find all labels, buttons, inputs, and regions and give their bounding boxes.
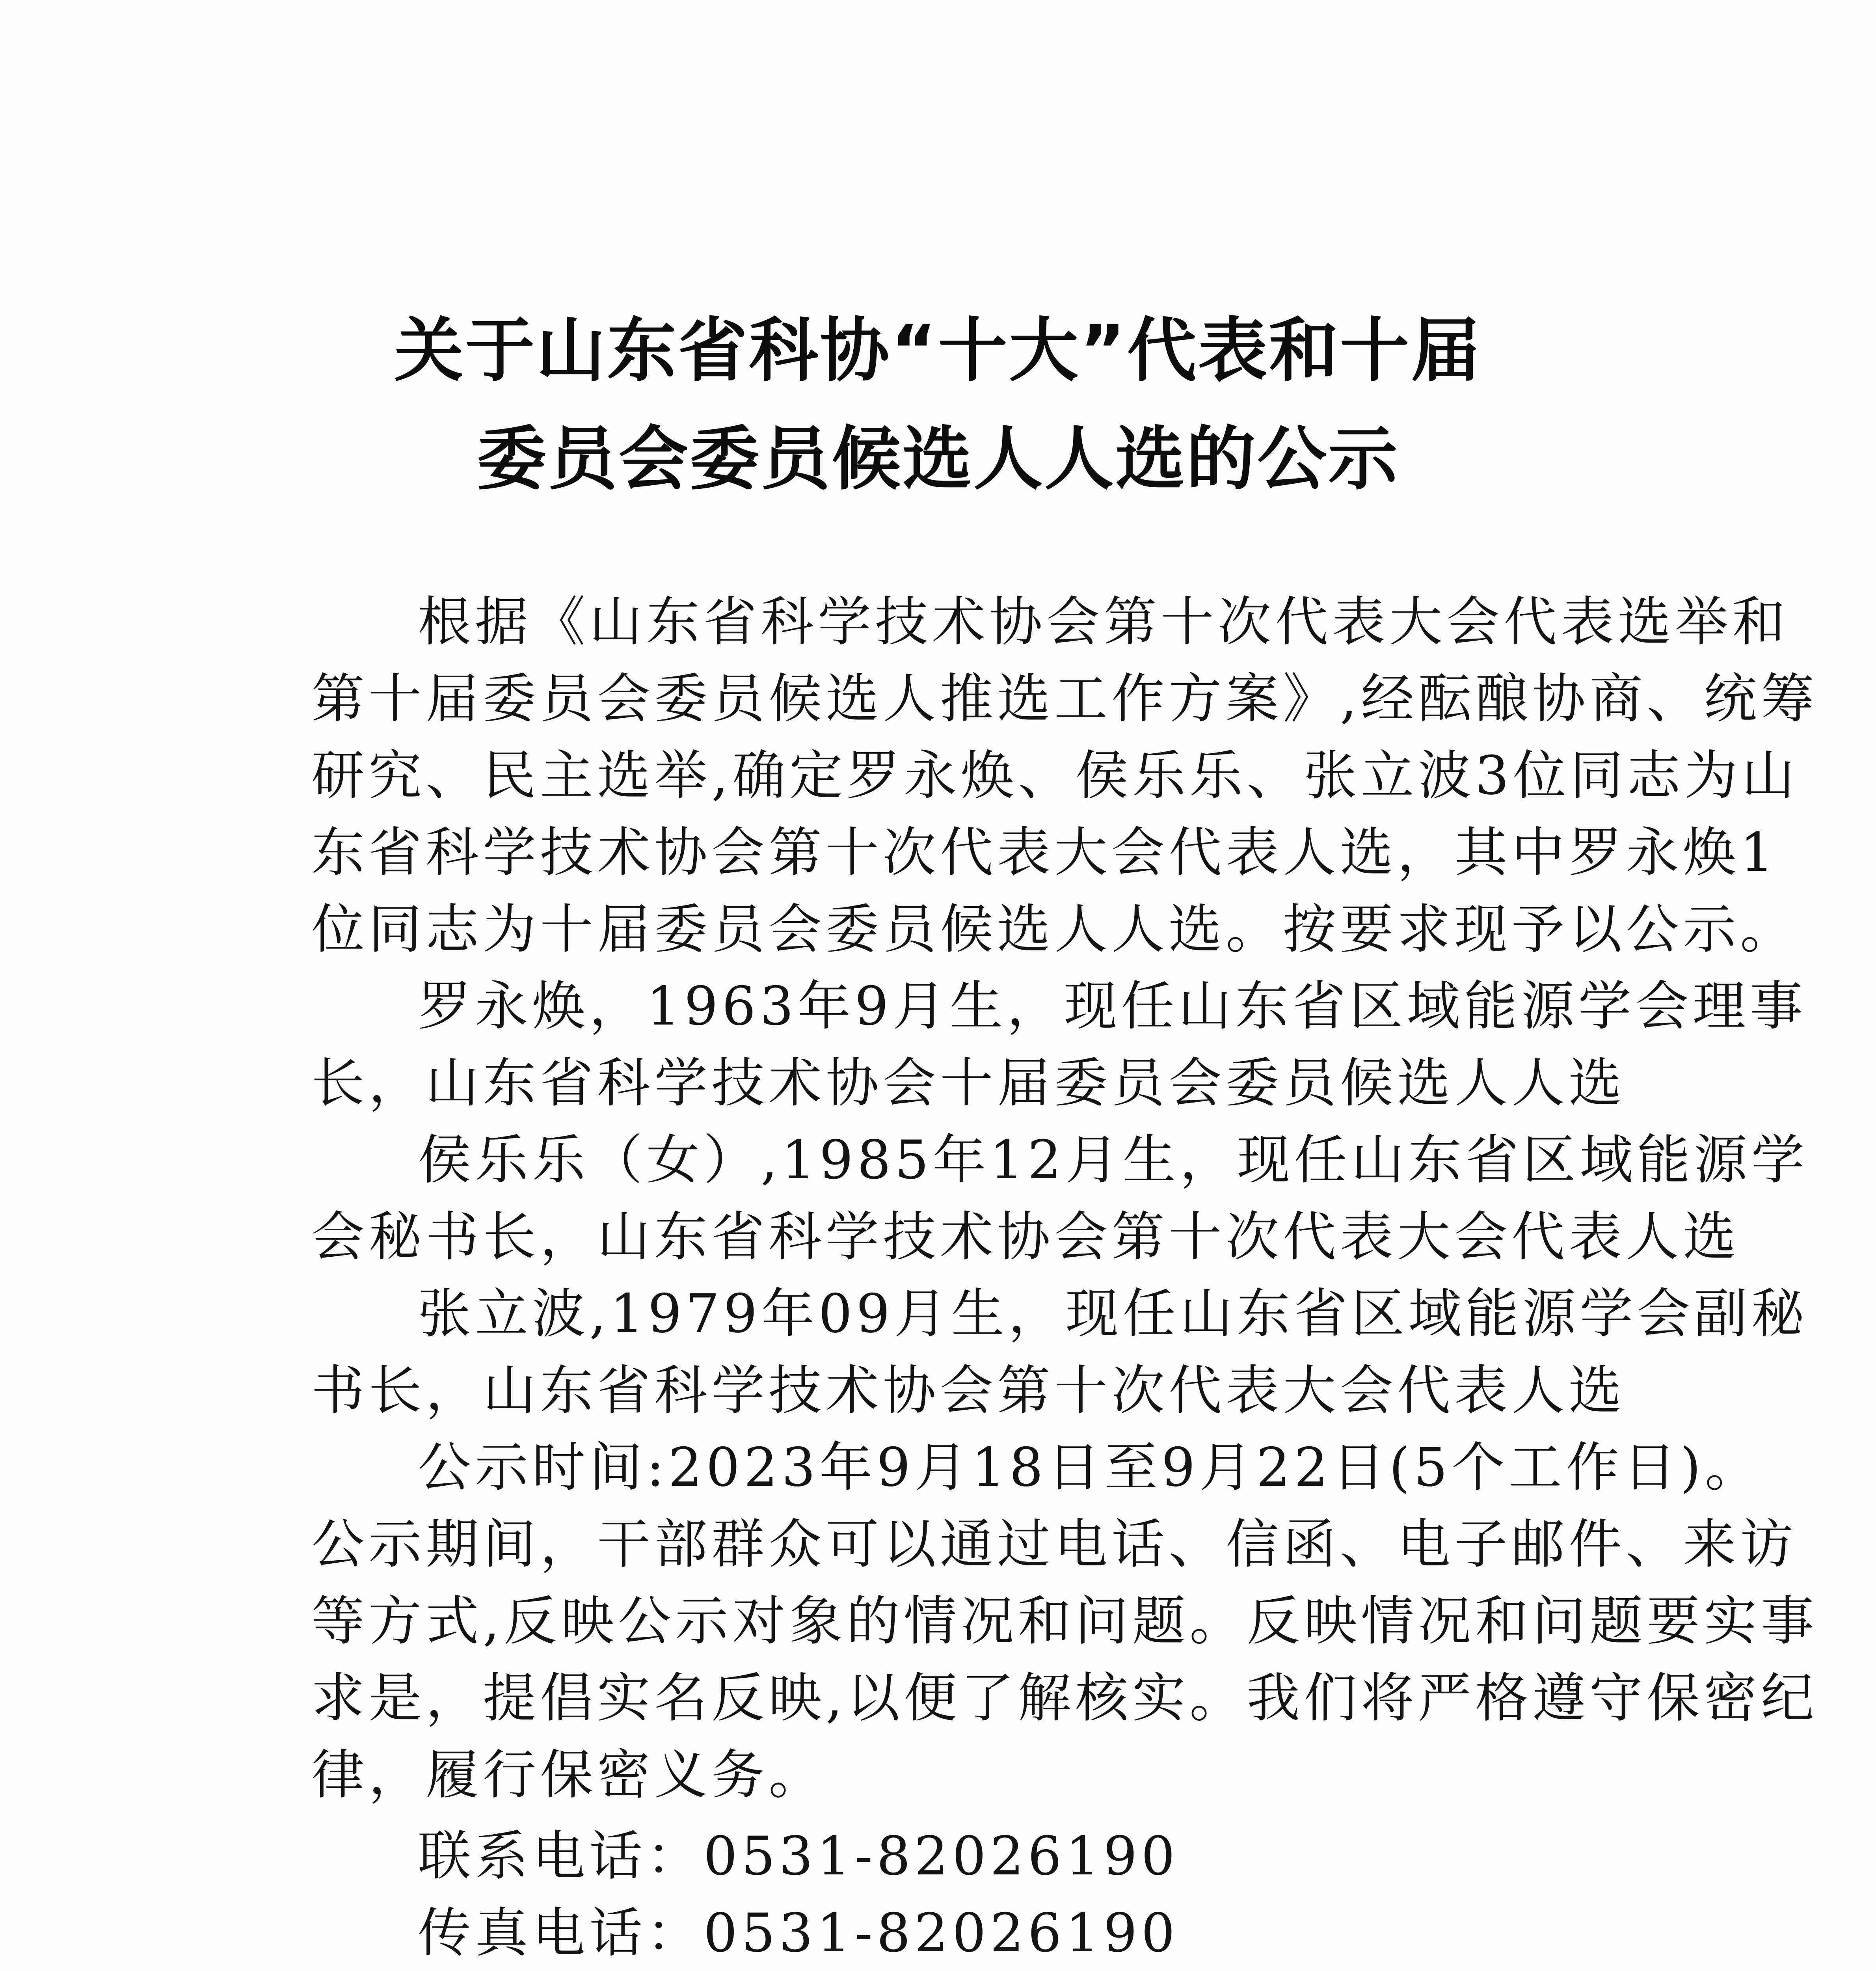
text-line: 长，山东省科学技术协会十届委员会委员候选人人选 [311,1052,1626,1114]
document-title-line-2: 委员会委员候选人人选的公示 [476,419,1399,499]
text-line: 东省科学技术协会第十次代表大会代表人选，其中罗永焕1 [311,822,1778,883]
contact-value: 0531-82026190 [704,1825,1179,1887]
text-line: 等方式,反映公示对象的情况和问题。反映情况和问题要实事 [311,1590,1818,1652]
text-line: 研究、民主选举,确定罗永焕、侯乐乐、张立波3位同志为山 [311,745,1799,807]
text-line: 律，履行保密义务。 [311,1744,826,1806]
text-line: 张立波,1979年09月生，现任山东省区域能源学会副秘 [418,1283,1809,1345]
text-line: 公示期间，干部群众可以通过电话、信函、电子邮件、来访 [311,1513,1797,1575]
contact-address [418,1967,1370,1971]
contact-label: 联系电话： [418,1825,704,1887]
text-line: 根据《山东省科学技术协会第十次代表大会代表选举和 [418,591,1789,653]
text-line: 会秘书长，山东省科学技术协会第十次代表大会代表人选 [311,1206,1740,1268]
text-line: 罗永焕，1963年9月生，现任山东省区域能源学会理事 [418,975,1807,1037]
text-line: 求是，提倡实名反映,以便了解核实。我们将严格遵守保密纪 [311,1667,1818,1729]
text-line: 书长，山东省科学技术协会第十次代表大会代表人选 [311,1360,1626,1421]
contact-label: 传真电话： [418,1902,704,1964]
contact-value: 0531-82026190 [704,1902,1179,1964]
text-line: 位同志为十届委员会委员候选人人选。按要求现予以公示。 [311,898,1797,960]
document-title-line-1: 关于山东省科协“十大”代表和十届 [394,310,1482,391]
text-line: 侯乐乐（女）,1985年12月生，现任山东省区域能源学 [418,1129,1809,1191]
contact-phone [418,1813,1179,1890]
text-line: 公示时间:2023年9月18日至9月22日(5个工作日)。 [418,1436,1762,1498]
contact-fax [418,1890,1179,1967]
text-line: 第十届委员会委员候选人推选工作方案》,经酝酿协商、统筹 [311,668,1818,730]
